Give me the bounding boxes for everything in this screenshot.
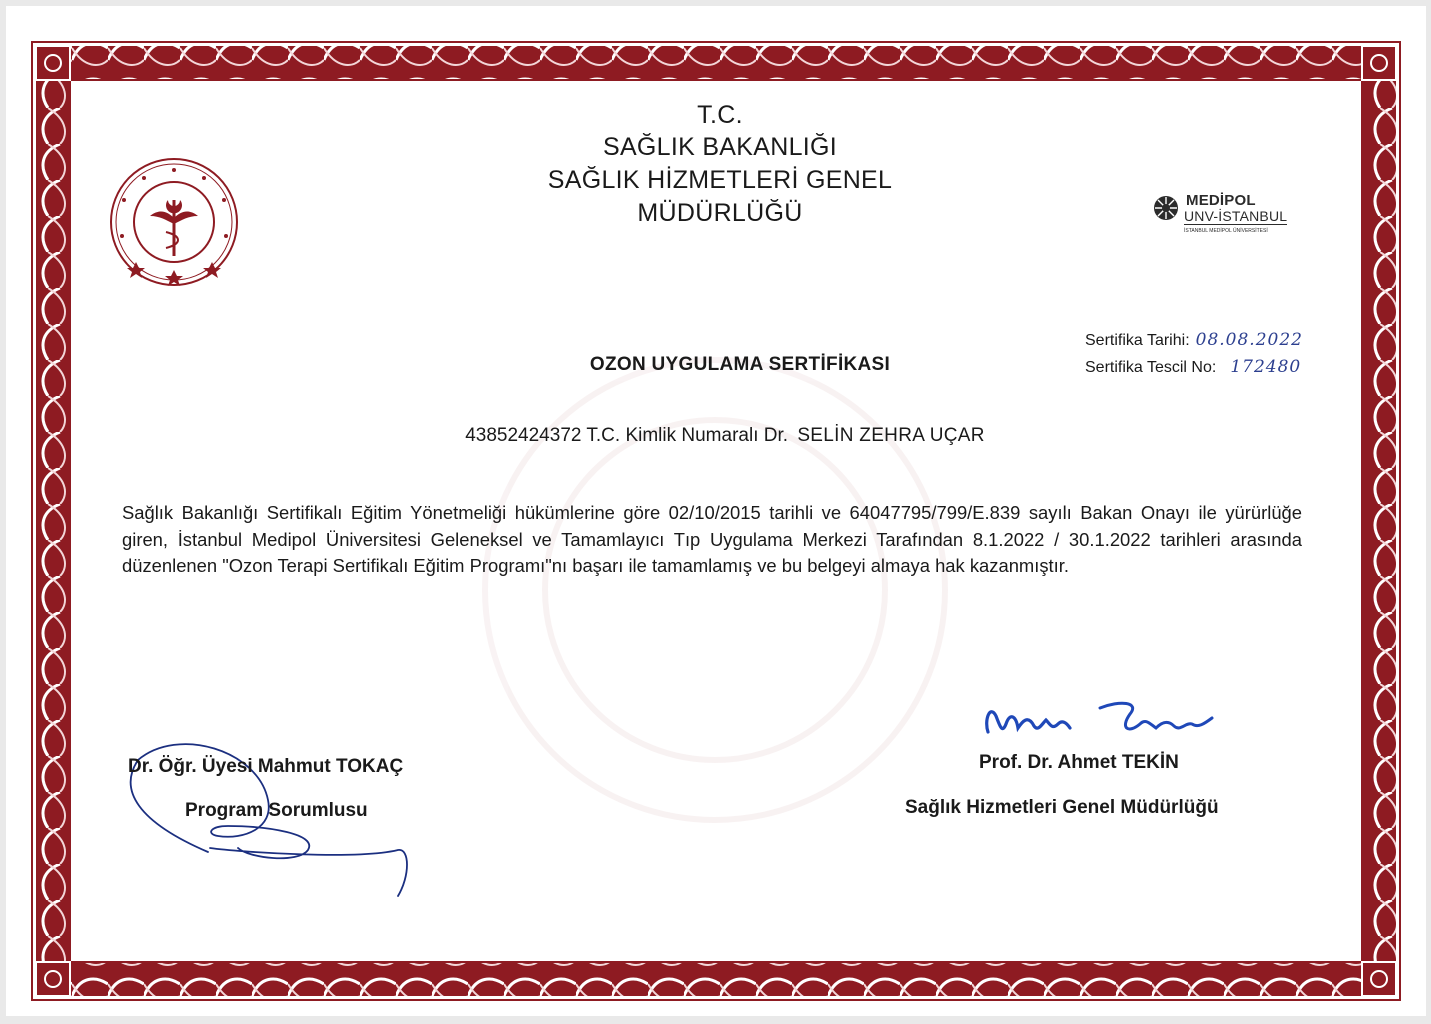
medipol-name: MEDİPOL [1186,192,1256,209]
header-line-4: MÜDÜRLÜĞÜ [637,199,803,227]
certificate-registry [1085,357,1301,377]
certificate-date-value: 08.08.2022 [1195,330,1303,350]
certificate-date-label: Sertifika Tarihi: [1085,332,1190,349]
certificate-title: OZON UYGULAMA SERTİFİKASI [589,354,891,375]
header-line-2: SAĞLIK BAKANLIĞI [602,133,838,161]
medipol-university: UNV-İSTANBUL [1184,208,1288,224]
certificate-date [1085,330,1303,350]
medipol-subtitle: İSTANBUL MEDİPOL ÜNİVERSİTESİ [1184,228,1268,234]
left-signatory-role: Program Sorumlusu [185,800,368,821]
header-line-3: SAĞLIK HİZMETLERİ GENEL [547,166,893,194]
recipient-name: SELİN ZEHRA UÇAR [797,425,985,446]
signature-right [980,694,1220,744]
medipol-logo [1150,192,1310,240]
right-signatory-role: Sağlık Hizmetleri Genel Müdürlüğü [905,797,1219,818]
ministry-of-health-seal-icon [108,156,240,288]
right-signatory-name: Prof. Dr. Ahmet TEKİN [979,752,1179,773]
certificate-body: Sağlık Bakanlığı Sertifikalı Eğitim Yönetmeliği hükümlerine göre 02/10/2015 tarihli ve 64047795/799/E.839 sayılı Bakan Onayı ile yürürlüğe giren, İstanbul Medipol Üniversitesi Geleneksel ve Tamamlayıcı Tıp Uygulama Merkezi Tarafından 8.1.2022 / 30.1.2022 tarihleri arasında düzenlenen "Ozon Terapi Sertifikalı Eğitim Programı"nı başarı ile tamamlamış ve bu belgeyi almaya hak kazanmıştır. [122,502,1302,576]
certificate-registry-value: 172480 [1230,357,1302,377]
recipient-line [300,425,1150,447]
left-signatory-name: Dr. Öğr. Üyesi Mahmut TOKAÇ [128,756,404,777]
recipient-id-text: 43852424372 T.C. Kimlik Numaralı Dr. [465,425,789,446]
header-line-1: T.C. [697,101,743,129]
certificate-registry-label: Sertifika Tescil No: [1085,359,1217,376]
medipol-emblem-icon [1152,194,1180,222]
